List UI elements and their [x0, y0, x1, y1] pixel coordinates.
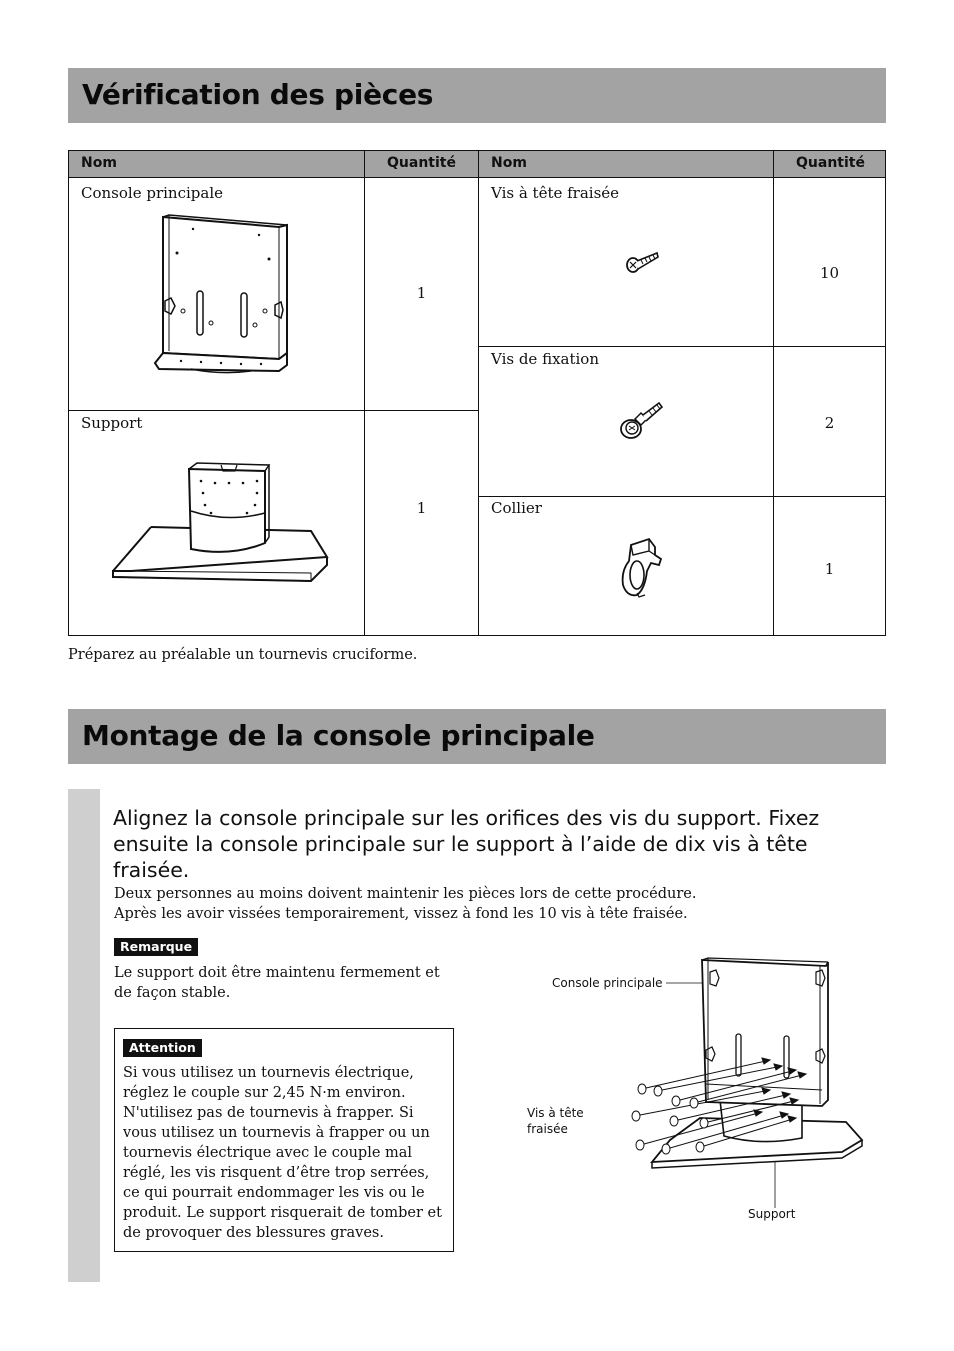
countersunk-screw-icon — [625, 249, 659, 275]
remark-tag: Remarque — [114, 938, 198, 956]
header-name: Nom — [491, 155, 527, 171]
section-title: Vérification des pièces — [82, 78, 434, 111]
parts-table — [68, 150, 886, 636]
part-name: Support — [81, 414, 143, 432]
table-header — [479, 151, 885, 178]
attention-box — [114, 1028, 454, 1252]
part-name: Console principale — [81, 184, 223, 202]
prep-note: Préparez au préalable un tournevis cruciforme. — [68, 647, 418, 663]
figure-label-support: Support — [748, 1207, 796, 1221]
part-quantity: 1 — [824, 560, 835, 578]
header-quantity: Quantité — [796, 155, 865, 171]
section-header-assembly — [68, 709, 886, 764]
figure-label-screws: Vis à tête fraisée — [527, 1106, 584, 1136]
table-header — [69, 151, 478, 178]
main-console-icon — [151, 213, 291, 379]
section-title: Montage de la console principale — [82, 719, 595, 752]
parts-table-left — [68, 150, 479, 636]
remark-text: Le support doit être maintenu fermement et de façon stable. — [114, 965, 440, 1001]
part-quantity: 1 — [416, 284, 427, 302]
assembly-illustration — [620, 950, 870, 1175]
header-name: Nom — [81, 155, 117, 171]
part-quantity: 1 — [416, 499, 427, 517]
section-header-parts-check — [68, 68, 886, 123]
fixing-screw-icon — [619, 399, 663, 441]
figure-label-console: Console principale — [552, 976, 663, 990]
part-name: Collier — [491, 499, 542, 517]
step-line-2: Après les avoir vissées temporairement, vissez à fond les 10 vis à tête fraisée. — [114, 906, 688, 922]
clamp-icon — [619, 537, 665, 599]
attention-text: Si vous utilisez un tournevis électrique, réglez le couple sur 2,45 N·m environ. N'utilisez pas de tournevis à frapper. Si vous utilisez un tournevis à frapper ou un tournevis électrique avec le couple mal réglé, les vis risquent d’être trop serrées, ce qui pourrait endommager les vis ou le produit. Le support risquerait de tomber et de provoquer des blessures graves. — [123, 1065, 442, 1241]
step-line-1: Deux personnes au moins doivent maintenir les pièces lors de cette procédure. — [114, 886, 697, 902]
part-quantity: 10 — [819, 264, 840, 282]
step-sidebar — [68, 789, 100, 1282]
step-title: Alignez la console principale sur les orifices des vis du support. Fixez ensuite la console principale sur le support à l’aide de dix vis à tête fraisée. — [113, 806, 820, 882]
attention-tag: Attention — [123, 1039, 202, 1057]
part-name: Vis de fixation — [491, 350, 600, 368]
part-quantity: 2 — [824, 414, 835, 432]
parts-table-right — [478, 150, 886, 636]
header-quantity: Quantité — [387, 155, 456, 171]
part-name: Vis à tête fraisée — [491, 184, 620, 202]
stand-icon — [111, 461, 331, 583]
